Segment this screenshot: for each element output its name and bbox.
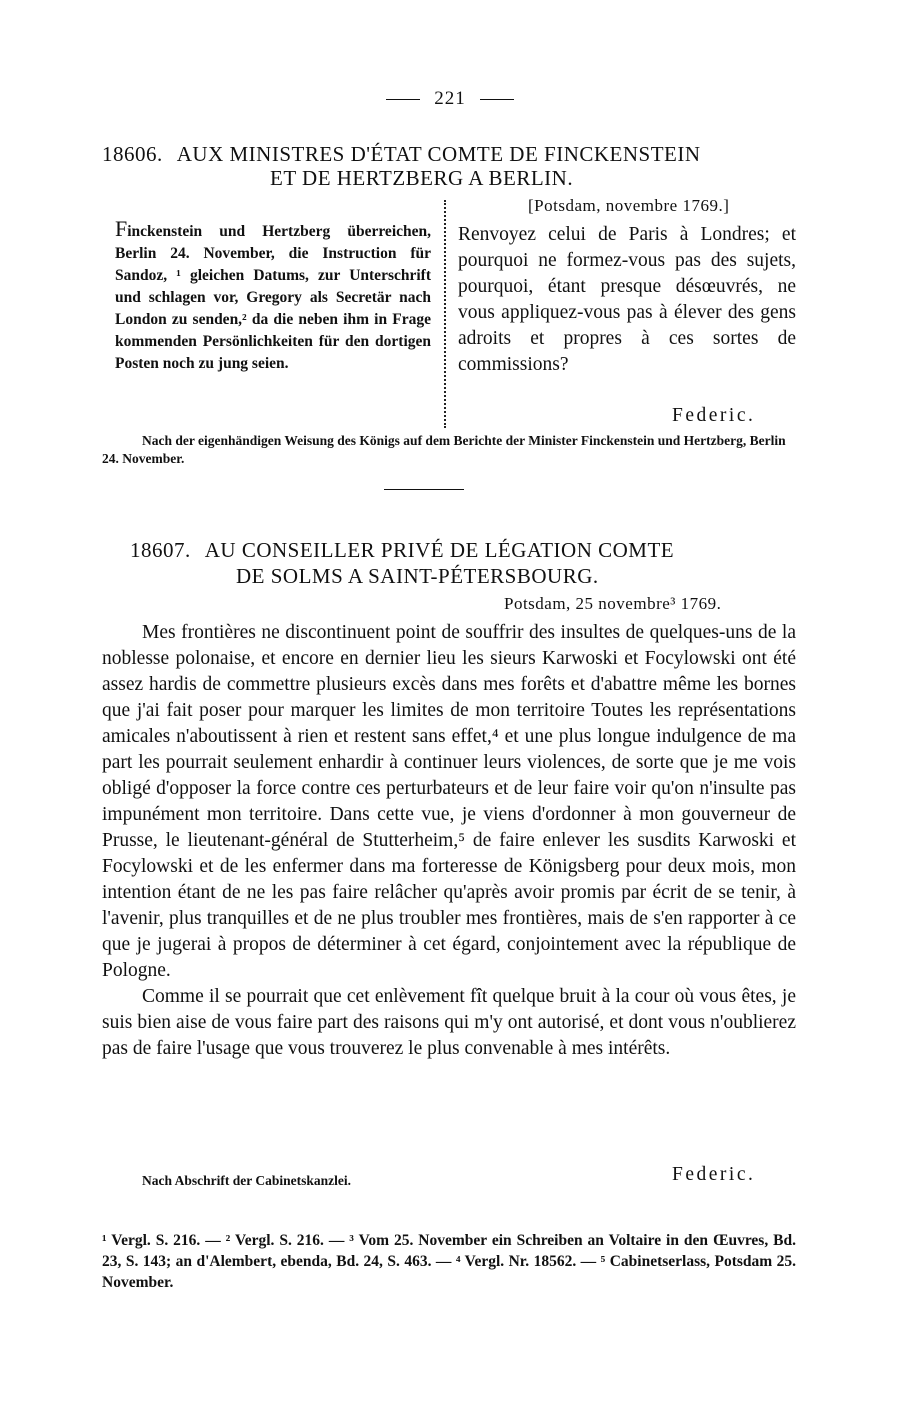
letter2-heading-line1 [130,538,674,563]
letter1-summary [115,218,431,375]
letter1-text: Renvoyez celui de Paris à Londres; et pourquoi ne formez-vous pas des sujets, pourquoi, étant presque désœuvrés, ne vous appliquez-vous pas à élever des gens adroits et propres à ces sortes de commissions? [458,224,796,375]
letter2-dateline: Potsdam, 25 novembre³ 1769. [504,594,722,613]
column-separator [444,200,446,428]
page-number: 221 [434,88,466,109]
letter1-number: 18606. [102,142,163,166]
letter1-summary-text: inckenstein und Hertzberg überreichen, Berlin 24. November, die Instruction für Sandoz, ¹ gleichen Datums, zur Unterschrift und schlagen vor, Gregory als Secretär nach London zu senden,² da die neben ihm in Frage kommenden Persönlichkeiten für den dortigen Posten noch zu jung seien. [115,223,431,372]
footnotes: ¹ Vergl. S. 216. — ² Vergl. S. 216. — ³ Vom 25. November ein Schreiben an Voltaire in den Œuvres, Bd. 23, S. 143; an d'Alembert, ebenda, Bd. 24, S. 463. — ⁴ Vergl. Nr. 18562. — ⁵ Cabinetserlass, Potsdam 25. November. [102,1232,796,1291]
letter1-summary-initial: F [115,216,128,241]
letter2-heading-line2: DE SOLMS A SAINT-PÉTERSBOURG. [236,564,599,588]
page-number-line [0,88,900,110]
letter1-heading-line2: ET DE HERTZBERG A BERLIN. [270,166,574,190]
letter2-paragraph-2: Comme il se pourrait que cet enlèvement fît quelque bruit à la cour où vous êtes, je suis bien aise de vous faire part des raisons qui m'y ont autorisé, et dont vous n'oublierez pas de faire l'usage que vous trouverez le plus convenable à mes intérêts. [102,986,796,1059]
letter1-heading-line1 [102,142,701,167]
letter2-number: 18607. [130,538,191,562]
letter1-source-note: Nach der eigenhändigen Weisung des Königs auf dem Berichte der Minister Finckenstein und Hertzberg, Berlin 24. November. [102,433,786,466]
section-divider [384,489,464,490]
letter1-heading-text: AUX MINISTRES D'ÉTAT COMTE DE FINCKENSTEIN [176,142,701,166]
letter2-source-note: Nach Abschrift der Cabinetskanzlei. [142,1173,352,1188]
letter2-paragraph-1: Mes frontières ne discontinuent point de souffrir des insultes de quelques-uns de la noblesse polonaise, et encore en dernier lieu les sieurs Karwoski et Focylowski ont été assez hardis de commettre plusieurs excès dans mes forêts et d'abattre même les bornes que j'ai fait poser pour marquer les limites de mon territoire Toutes les représentations amicales n'aboutissent à rien et restent sans effet,⁴ et une plus longue indulgence de ma part les pourrait seulement enhardir à continuer leurs violences, de sorte que je me vois obligé d'opposer la force contre ces perturbateurs et de leur faire voir qu'on n'insulte pas impunément mon territoire. Dans cette vue, je viens d'ordonner à mon gouverneur de Prusse, le lieutenant-général de Stutterheim,⁵ de faire enlever les susdits Karwoski et Focylowski et de les enfermer dans ma forteresse de Königsberg pour deux mois, mon intention étant de ne les pas faire relâcher qu'après avoir promis par écrit de se tenir, à l'avenir, plus tranquilles et de ne plus troubler mes frontières, mais de s'en rapporter à ce que je jugerai à propos de déterminer à cet égard, conjointement avec la république de Pologne. [102,622,796,981]
letter2-heading-text: AU CONSEILLER PRIVÉ DE LÉGATION COMTE [204,538,675,562]
letter2-signature: Federic. [672,1164,756,1185]
letter1-dateline: [Potsdam, novembre 1769.] [528,196,730,215]
page-number-dash-left [386,99,420,100]
letter2-body [102,620,796,1062]
letter1-signature: Federic. [672,405,756,426]
page-number-dash-right [480,99,514,100]
